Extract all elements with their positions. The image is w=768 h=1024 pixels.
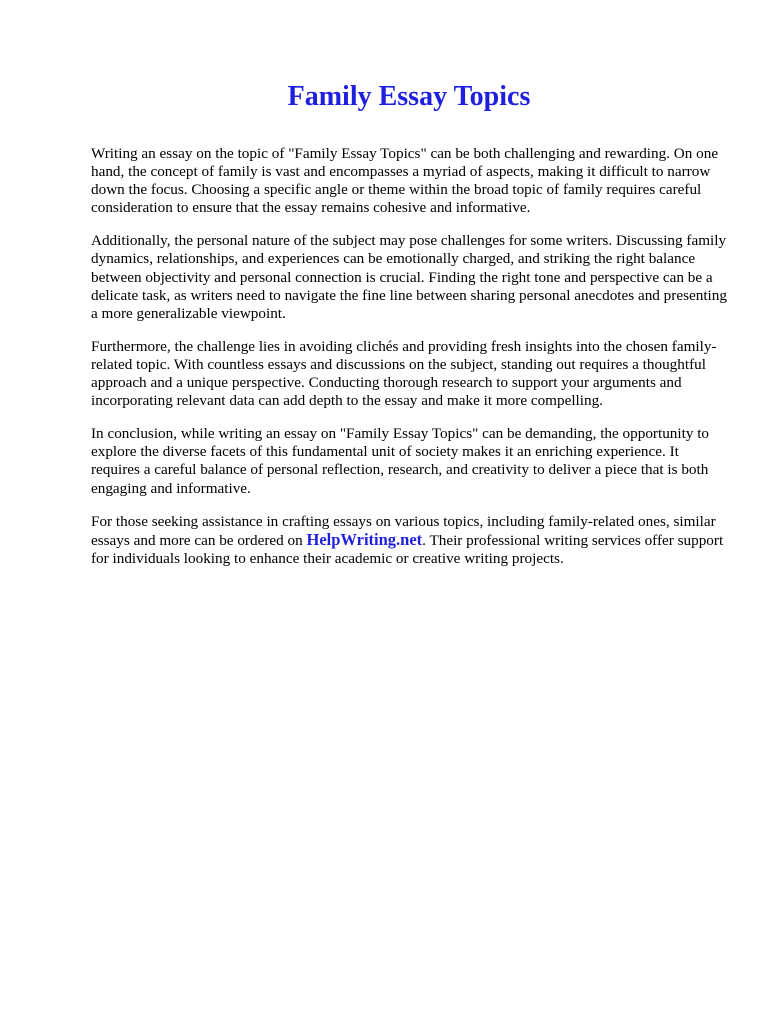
paragraph-2: Additionally, the personal nature of the subject may pose challenges for some writers. Discussing family dynamics, relationships, and experiences can be emotionally charged, and striking the right balance between objectivity and personal connection is crucial. Finding the right tone and perspective can be a delicate task, as writers need to navigate the fine line between sharing personal anecdotes and presenting a more generalizable viewpoint.	[91, 232, 727, 322]
paragraph-3: Furthermore, the challenge lies in avoiding clichés and providing fresh insights into the chosen family-related topic. With countless essays and discussions on the subject, standing out requires a thoughtful approach and a unique perspective. Conducting thorough research to support your arguments and incorporating relevant data can add depth to the essay and make it more compelling.	[91, 337, 717, 410]
paragraph-5-outro: . Their professional writing services offer support for individuals looking to enhance their academic or creative writing projects.	[91, 531, 724, 567]
page-title: Family Essay Topics	[287, 81, 531, 112]
paragraph-5	[91, 513, 727, 568]
helpwriting-link[interactable]: HelpWriting.net	[306, 529, 423, 549]
document-body	[91, 145, 727, 583]
paragraph-1: Writing an essay on the topic of "Family Essay Topics" can be both challenging and rewarding. On one hand, the concept of family is vast and encompasses a myriad of aspects, making it difficult to narrow down the focus. Choosing a specific angle or theme within the broad topic of family requires careful consideration to ensure that the essay remains cohesive and informative.	[91, 145, 719, 217]
paragraph-4: In conclusion, while writing an essay on "Family Essay Topics" can be demanding, the opportunity to explore the diverse facets of this fundamental unit of society makes it an enriching experience. It requires a careful balance of personal reflection, research, and creativity to deliver a piece that is both engaging and informative.	[91, 425, 710, 497]
paragraph-5-intro: For those seeking assistance in crafting essays on various topics, including family-related ones, similar essays and more can be ordered on	[91, 512, 716, 549]
